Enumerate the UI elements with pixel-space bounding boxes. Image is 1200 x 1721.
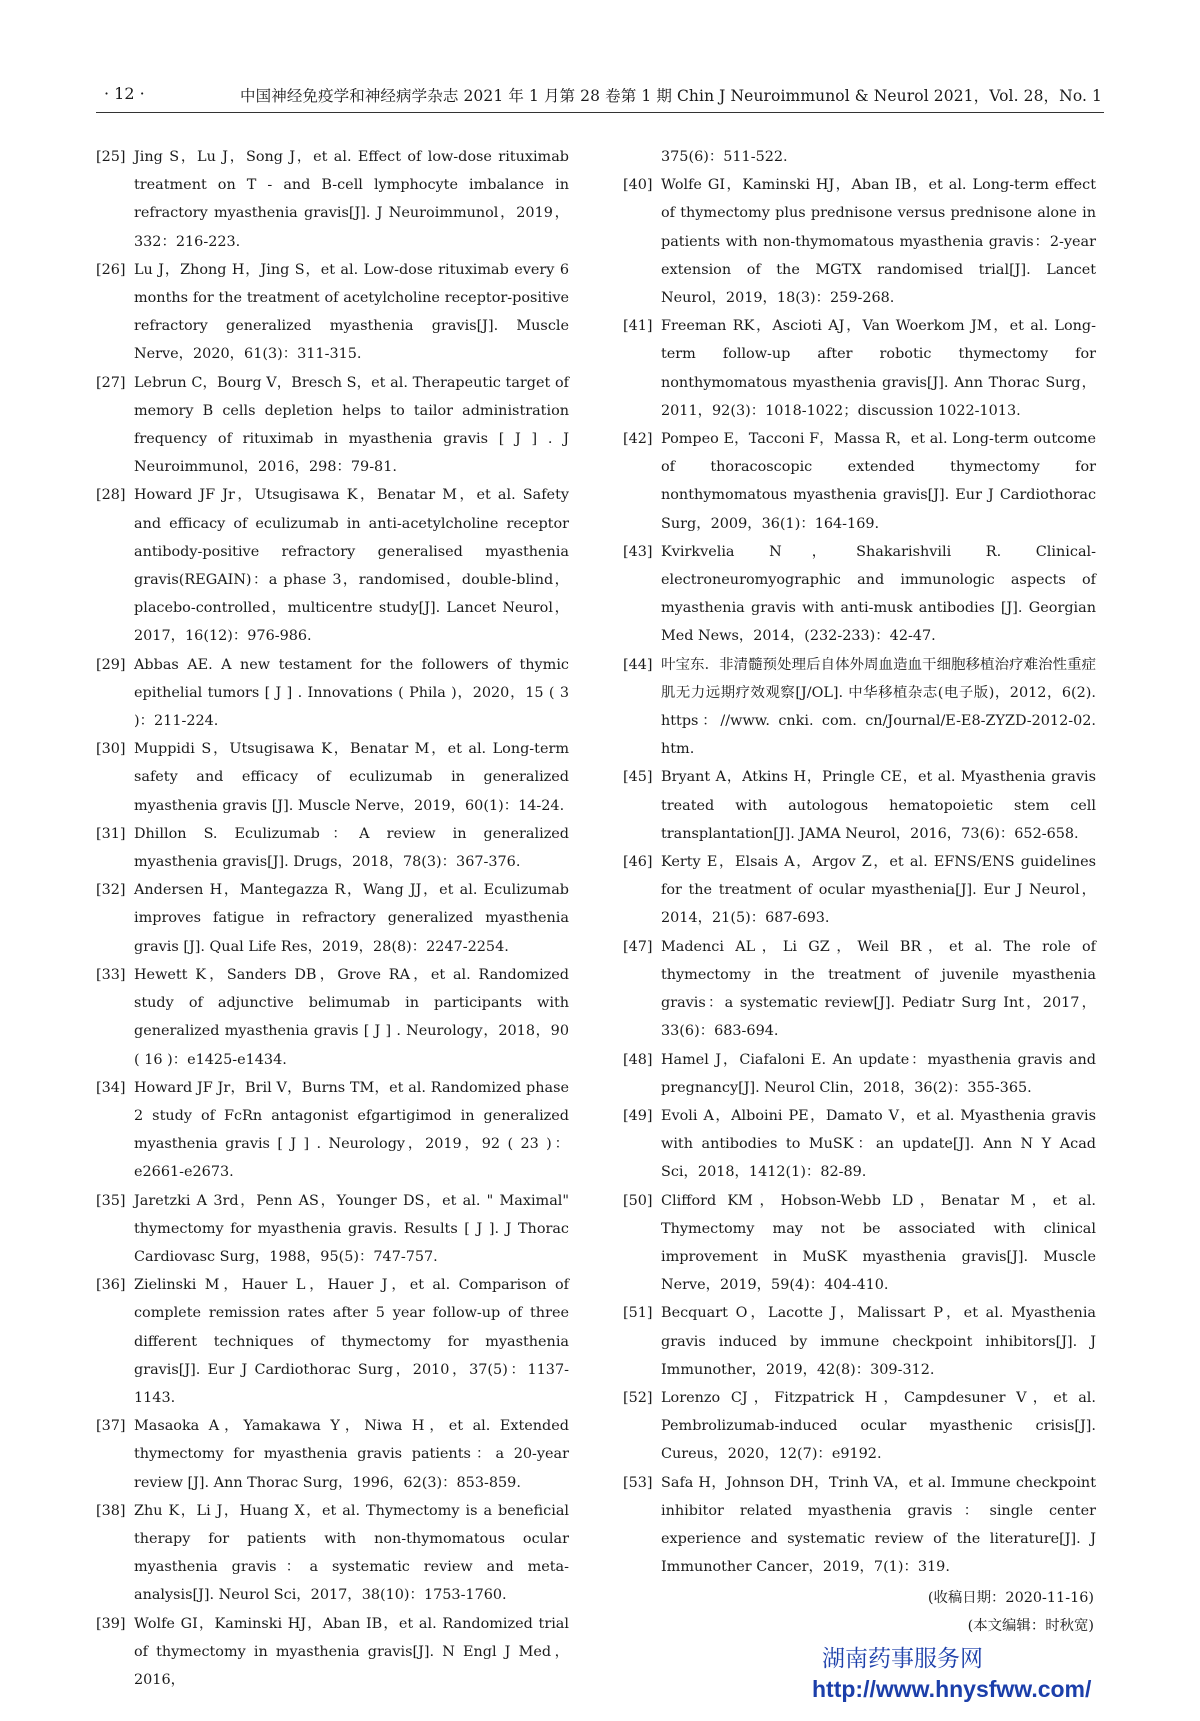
reference-text: Jaretzki A 3rd，Penn AS，Younger DS，et al. " Maximal" thymectomy for myasthenia gravis. Results [ J ]. J Thorac Cardiovasc Surg，1988，95(5)：747-757. [134, 1192, 569, 1265]
reference-number: [36] [96, 1277, 126, 1294]
reference-number: [39] [96, 1615, 126, 1632]
reference-text: Pompeo E，Tacconi F，Massa R，et al. Long-term outcome of thoracoscopic extended thymectomy for nonthymomatous myasthenia gravis[J]. Eur J Cardiothorac Surg，2009，36(1)：164-169. [661, 431, 1096, 532]
editor-note: (本文编辑：时秋宽) [967, 1618, 1094, 1635]
reference-text: Clifford KM，Hobson-Webb LD，Benatar M，et al. Thymectomy may not be associated with clinical improvement in MuSK myasthenia gravis[J]. Muscle Nerve，2019，59(4)：404-410. [661, 1192, 1096, 1294]
reference-item [623, 425, 1096, 538]
reference-number: [47] [623, 938, 653, 955]
reference-item [623, 312, 1096, 425]
reference-item [96, 820, 569, 876]
reference-text: Becquart O，Lacotte J，Malissart P，et al. Myasthenia gravis induced by immune checkpoint inhibitors[J]. J Immunother，2019，42(8)：309-312. [661, 1305, 1096, 1378]
received-date: (收稿日期：2020-11-16) [927, 1590, 1094, 1607]
reference-text: Jing S，Lu J，Song J，et al. Effect of low-dose rituximab treatment on T - and B-cell lymphocyte imbalance in refractory myasthenia gravis[J]. J Neuroimmunol，2019，332：216-223. [134, 149, 569, 250]
left-column [96, 143, 569, 1694]
reference-text: Evoli A，Alboini PE，Damato V，et al. Myasthenia gravis with antibodies to MuSK：an update[J]. Ann N Y Acad Sci，2018，1412(1)：82-89. [661, 1107, 1096, 1181]
reference-text: Lebrun C，Bourg V，Bresch S，et al. Therapeutic target of memory B cells depletion helps to tailor administration frequency of rituximab in myasthenia gravis [ J ] . J Neuroimmunol，2016，298：79-81. [134, 374, 569, 476]
reference-text: Andersen H，Mantegazza R，Wang JJ，et al. Eculizumab improves fatigue in refractory generalized myasthenia gravis [J]. Qual Life Res，2019，28(8)：2247-2254. [134, 882, 569, 955]
reference-number: [51] [623, 1305, 653, 1322]
watermark-url[interactable]: http://www.hnysfww.com/ [812, 1676, 1092, 1702]
site-watermark [812, 1644, 1182, 1704]
reference-text: Safa H，Johnson DH，Trinh VA，et al. Immune checkpoint inhibitor related myasthenia gravis：single center experience and systematic review of the literature[J]. J Immunother Cancer，2019，7(1)：319. [661, 1474, 1096, 1576]
reference-text: Wolfe GI，Kaminski HJ，Aban IB，et al. Randomized trial of thymectomy in myasthenia gravis[J]. N Engl J Med，2016， [134, 1615, 569, 1688]
reference-number: [31] [96, 825, 126, 842]
reference-text: Zielinski M，Hauer L，Hauer J，et al. Comparison of complete remission rates after 5 year follow-up of three different techniques of thymectomy for myasthenia gravis[J]. Eur J Cardiothorac Surg，2010，37(5)：1137-1143. [134, 1277, 569, 1406]
reference-number: [53] [623, 1474, 653, 1491]
reference-text: Zhu K，Li J，Huang X，et al. Thymectomy is a beneficial therapy for patients with non-thymomatous ocular myasthenia gravis：a systematic review and meta-analysis[J]. Neurol Sci，2017，38(10)：1753-1760. [134, 1502, 569, 1604]
reference-text: Hewett K，Sanders DB，Grove RA，et al. Randomized study of adjunctive belimumab in participants with generalized myasthenia gravis [ J ] . Neurology，2018，90 ( 16 )：e1425-e1434. [134, 966, 569, 1068]
reference-text: Kerty E，Elsais A，Argov Z，et al. EFNS/ENS guidelines for the treatment of ocular myasthenia[J]. Eur J Neurol，2014，21(5)：687-693. [661, 854, 1096, 927]
reference-text: Lu J，Zhong H，Jing S，et al. Low-dose rituximab every 6 months for the treatment of acetylcholine receptor-positive refractory generalized myasthenia gravis[J]. Muscle Nerve，2020，61(3)：311-315. [134, 261, 569, 363]
reference-item [96, 1412, 569, 1497]
reference-item [623, 1469, 1096, 1582]
reference-text: Masaoka A，Yamakawa Y，Niwa H，et al. Extended thymectomy for myasthenia gravis patients：a 20-year review [J]. Ann Thorac Surg，1996，62(3)：853-859. [134, 1418, 569, 1491]
reference-number: [41] [623, 318, 653, 335]
reference-text: Hamel J，Ciafaloni E. An update：myasthenia gravis and pregnancy[J]. Neurol Clin，2018，36(2)：355-365. [661, 1051, 1096, 1096]
reference-item [623, 933, 1096, 1046]
reference-item [96, 961, 569, 1074]
reference-number: [45] [623, 769, 653, 786]
reference-text: Abbas AE. A new testament for the followers of thymic epithelial tumors [ J ] . Innovations ( Phila )，2020，15 ( 3 )：211-224. [134, 656, 569, 730]
reference-item [623, 1187, 1096, 1300]
reference-number: [49] [623, 1107, 653, 1124]
reference-text: Howard JF Jr，Bril V，Burns TM，et al. Randomized phase 2 study of FcRn antagonist efgartigimod in generalized myasthenia gravis [ J ] . Neurology，2019，92 ( 23 )：e2661-e2673. [134, 1079, 569, 1181]
reference-item [96, 369, 569, 482]
reference-number: [38] [96, 1502, 126, 1519]
journal-title: 中国神经免疫学和神经病学杂志 2021 年 1 月第 28 卷第 1 期 Chin J Neuroimmunol & Neurol 2021，Vol. 28，No. 1 [240, 87, 1102, 105]
reference-number: [27] [96, 374, 126, 391]
reference-text: Muppidi S，Utsugisawa K，Benatar M，et al. Long-term safety and efficacy of eculizumab in generalized myasthenia gravis [J]. Muscle Nerve，2019，60(1)：14-24. [134, 741, 569, 814]
reference-item [96, 256, 569, 369]
reference-item [623, 1102, 1096, 1187]
reference-number: [33] [96, 966, 126, 983]
reference-text: 叶宝东．非清髓预处理后自体外周血造血干细胞移植治疗难治性重症肌无力远期疗效观察[J/OL]. 中华移植杂志(电子版)，2012，6(2). https：//www. cnki. com. cn/Journal/E-E8-ZYZD-2012-02. htm. [661, 656, 1096, 758]
reference-item [96, 1074, 569, 1187]
reference-item [623, 1046, 1096, 1102]
reference-text: Howard JF Jr，Utsugisawa K，Benatar M，et al. Safety and efficacy of eculizumab in anti-acetylcholine receptor antibody-positive refractory generalised myasthenia gravis(REGAIN)：a phase 3，randomised，double-blind，placebo-controlled，multicentre study[J]. Lancet Neurol，2017，16(12)：976-986. [134, 487, 569, 645]
reference-item [623, 1384, 1096, 1469]
reference-item [96, 1497, 569, 1610]
reference-number: [37] [96, 1418, 126, 1435]
reference-number: [30] [96, 741, 126, 758]
reference-item [96, 876, 569, 961]
reference-number: [42] [623, 431, 653, 448]
reference-number: [44] [623, 656, 653, 673]
reference-text: Kvirkvelia N，Shakarishvili R. Clinical-electroneuromyographic and immunologic aspects of myasthenia gravis with anti-musk antibodies [J]. Georgian Med News，2014，(232-233)：42-47. [661, 543, 1096, 645]
reference-text: Madenci AL，Li GZ，Weil BR，et al. The role of thymectomy in the treatment of juvenile myasthenia gravis：a systematic review[J]. Pediatr Surg Int，2017，33(6)：683-694. [661, 938, 1096, 1040]
reference-number: [35] [96, 1192, 126, 1209]
reference-number: [50] [623, 1192, 653, 1209]
reference-number: [40] [623, 177, 653, 194]
reference-number: [48] [623, 1051, 653, 1068]
reference-item [623, 171, 1096, 312]
reference-item [623, 538, 1096, 651]
reference-number: [43] [623, 543, 653, 560]
reference-text: Freeman RK，Ascioti AJ，Van Woerkom JM，et al. Long-term follow-up after robotic thymectomy for nonthymomatous myasthenia gravis[J]. Ann Thorac Surg，2011，92(3)：1018-1022；discussion 1022-1013. [661, 318, 1096, 419]
reference-item [96, 1610, 569, 1695]
reference-text: Dhillon S. Eculizumab：A review in generalized myasthenia gravis[J]. Drugs，2018，78(3)：367-376. [134, 825, 569, 871]
reference-number: [46] [623, 854, 653, 871]
reference-item [96, 481, 569, 650]
reference-number: [28] [96, 487, 126, 504]
reference-continuation: 375(6)：511-522. [661, 149, 788, 165]
watermark-site-name: 湖南药事服务网 [822, 1646, 983, 1672]
reference-text: Bryant A，Atkins H，Pringle CE，et al. Myasthenia gravis treated with autologous hematopoietic stem cell transplantation[J]. JAMA Neurol，2016，73(6)：652-658. [661, 769, 1096, 842]
reference-item [96, 143, 569, 256]
reference-number: [52] [623, 1389, 653, 1406]
reference-number: [34] [96, 1079, 126, 1096]
right-column [623, 143, 1096, 1640]
reference-item [96, 735, 569, 820]
reference-text: Wolfe GI，Kaminski HJ，Aban IB，et al. Long-term effect of thymectomy plus prednisone versus prednisone alone in patients with non-thymomatous myasthenia gravis：2-year extension of the MGTX randomised trial[J]. Lancet Neurol，2019，18(3)：259-268. [661, 177, 1096, 307]
reference-number: [26] [96, 261, 126, 278]
reference-item [96, 1271, 569, 1412]
reference-item [623, 651, 1096, 764]
reference-item [623, 848, 1096, 933]
reference-item [96, 651, 569, 736]
page-number: · 12 · [104, 84, 145, 103]
reference-number: [32] [96, 882, 126, 899]
running-header [96, 82, 1104, 113]
reference-item [623, 763, 1096, 848]
reference-text: Lorenzo CJ，Fitzpatrick H，Campdesuner V，et al. Pembrolizumab-induced ocular myasthenic crisis[J]. Cureus，2020，12(7)：e9192. [661, 1389, 1096, 1463]
reference-number: [29] [96, 656, 126, 673]
reference-item [623, 1299, 1096, 1384]
reference-number: [25] [96, 149, 126, 165]
reference-item [96, 1187, 569, 1272]
